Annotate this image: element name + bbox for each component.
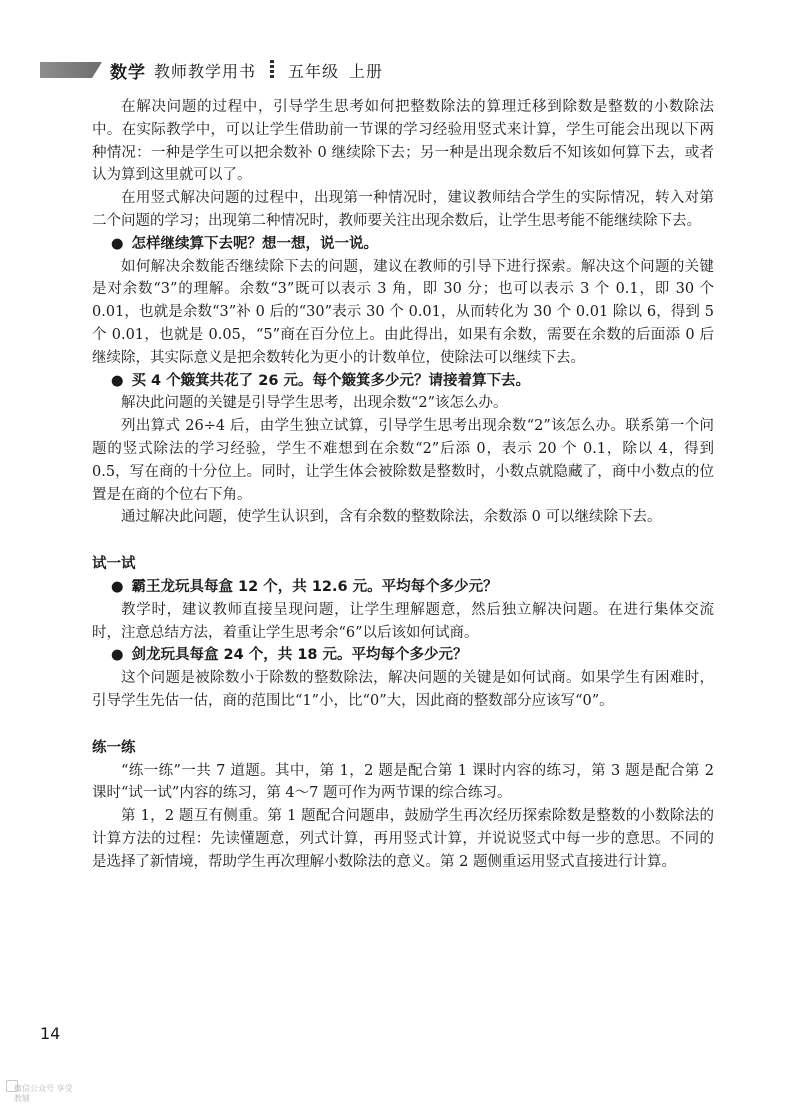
bullet-icon: ● [110, 578, 124, 595]
question-2 [92, 370, 714, 393]
paragraph-5: 列出算式 26÷4 后，由学生独立试算，引导学生思考出现余数“2”该怎么办。联系第一个问题的竖式除法的学习经验，学生不难想到在余数“2”后添 0，表示 20 个 0.1，除以 4，得到 0.5，写在商的十分位上。同时，让学生体会被除数是整数时，小数点就隐藏了，商中小数点的位置是在商的个位右下角。 [92, 418, 714, 503]
paragraph-10: 第 1，2 题互有侧重。第 1 题配合问题串，鼓励学生再次经历探索除数是整数的小数除法的计算方法的过程：先读懂题意，列式计算，再用竖式计算，并说说竖式中每一步的意思。不同的是选择了新情境，帮助学生再次理解小数除法的意义。第 2 题侧重运用竖式直接进行计算。 [92, 808, 714, 870]
bullet-icon: ● [110, 647, 124, 664]
paragraph-1: 在解决问题的过程中，引导学生思考如何把整数除法的算理迁移到除数是整数的小数除法中。在实际教学中，可以让学生借助前一节课的学习经验用竖式来计算，学生可能会出现以下两种情况：一种是学生可以把余数补 0 继续除下去；另一种是出现余数后不知该如何算下去，或者认为算到这里就可以了。 [92, 99, 714, 184]
question-3-text: 霸王龙玩具每盒 12 个，共 12.6 元。平均每个多少元？ [131, 578, 498, 595]
question-4 [92, 644, 714, 667]
paragraph-2: 在用竖式解决问题的过程中，出现第一种情况时，建议教师结合学生的实际情况，转入对第二个问题的学习；出现第二种情况时，教师要关注出现余数后，让学生思考能不能继续除下去。 [92, 190, 714, 229]
question-4-text: 剑龙玩具每盒 24 个，共 18 元。平均每个多少元？ [131, 647, 468, 664]
bullet-icon: ● [110, 372, 124, 389]
bullet-icon: ● [110, 235, 124, 252]
section-heading-try: 试一试 [92, 556, 136, 573]
header-subject: 数学 [110, 62, 146, 83]
header-book-title: 教师教学用书 [154, 61, 257, 81]
header-separator [270, 60, 274, 80]
watermark: 微信公众号 享受教辅 [14, 1084, 73, 1103]
question-1 [92, 233, 714, 256]
header-decor-bar [40, 62, 102, 78]
paragraph-9: “练一练”一共 7 道题。其中，第 1，2 题是配合第 1 课时内容的练习，第 3 题是配合第 2 课时“试一试”内容的练习，第 4～7 题可作为两节课的综合练习。 [92, 762, 714, 802]
page-number: 14 [40, 1024, 61, 1043]
paragraph-7: 教学时，建议教师直接呈现问题，让学生理解题意，然后独立解决问题。在进行集体交流时，注意总结方法，着重让学生思考余“6”以后该如何试商。 [92, 601, 714, 641]
question-1-text: 怎样继续算下去呢？想一想，说一说。 [131, 235, 378, 252]
question-2-text: 买 4 个簸箕共花了 26 元。每个簸箕多少元？请接着算下去。 [131, 372, 530, 389]
page-content [92, 96, 714, 874]
paragraph-3: 如何解决余数能否继续除下去的问题，建议在教师的引导下进行探索。解决这个问题的关键是对余数“3”的理解。余数“3”既可以表示 3 角，即 30 分；也可以表示 3 个 0.1，即 30 个 0.01，也就是余数“3”补 0 后的“30”表示 30 个 0.01，从而转化为 30 个 0.01 除以 6，得到 5 个 0.01，也就是 0.05，“5”商在百分位上。由此得出，如果有余数，需要在余数的后面添 0 后继续除，其实际意义是把余数转化为更小的计数单位，使除法可以继续下去。 [92, 258, 714, 366]
paragraph-8: 这个问题是被除数小于除数的整数除法，解决问题的关键是如何试商。如果学生有困难时，引导学生先估一估，商的范围比“1”小，比“0”大，因此商的整数部分应该写“0”。 [92, 670, 714, 709]
header-volume: 上册 [349, 61, 384, 81]
section-heading-practice: 练一练 [92, 739, 136, 756]
header-grade: 五年级 [288, 61, 340, 81]
paragraph-4: 解决此问题的关键是引导学生思考，出现余数“2”该怎么办。 [121, 395, 508, 412]
question-3 [92, 576, 714, 599]
paragraph-6: 通过解决此问题，使学生认识到，含有余数的整数除法，余数添 0 可以继续除下去。 [121, 509, 662, 526]
running-header [110, 58, 383, 82]
